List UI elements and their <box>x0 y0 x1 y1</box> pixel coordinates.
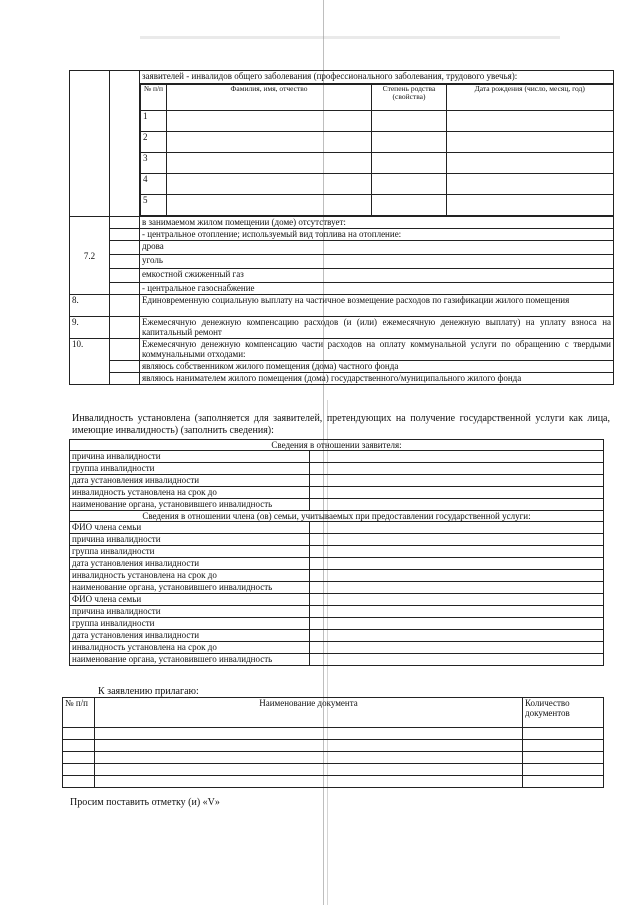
family-field-value[interactable] <box>310 558 604 570</box>
att-row-no[interactable] <box>63 752 95 764</box>
name-cell[interactable] <box>167 132 372 153</box>
section7-intro: заявителей - инвалидов общего заболевания (профессионального заболевания, трудового увечья): <box>140 71 614 84</box>
family-header: Сведения в отношении члена (ов) семьи, учитываемых при предоставлении государственной услуги: <box>70 511 604 522</box>
checkbox-cell[interactable] <box>110 339 140 361</box>
birthdate-cell[interactable] <box>447 132 614 153</box>
family-field-label: группа инвалидности <box>70 546 310 558</box>
applicant-field-value[interactable] <box>310 487 604 499</box>
section7-number-cell <box>70 71 110 217</box>
family-field-label: инвалидность установлена на срок до <box>70 570 310 582</box>
attachments-table <box>62 697 604 788</box>
item9-text: Ежемесячную денежную компенсацию расходов (и (или) ежемесячную денежную выплату) на уплату взноса на капитальный ремонт <box>140 317 614 339</box>
main-form-table <box>69 70 614 385</box>
applicant-field-label: наименование органа, установившего инвалидность <box>70 499 310 511</box>
birthdate-cell[interactable] <box>447 174 614 195</box>
applicant-field-value[interactable] <box>310 499 604 511</box>
checkbox-cell[interactable] <box>110 283 140 295</box>
applicant-field-value[interactable] <box>310 463 604 475</box>
family-field-value[interactable] <box>310 630 604 642</box>
applicant-header: Сведения в отношении заявителя: <box>70 440 604 451</box>
disability-paragraph: Инвалидность установлена (заполняется для заявителей, претендующих на получение государственной услуги как лица, имеющие инвалидность) (заполнить сведения): <box>72 413 610 436</box>
applicant-field-value[interactable] <box>310 475 604 487</box>
att-row-count[interactable] <box>523 728 604 740</box>
section72-number: 7.2 <box>70 217 110 295</box>
attachments-heading: К заявлению прилагаю: <box>98 686 199 697</box>
section72-line: в занимаемом жилом помещении (доме) отсутствует: <box>140 217 614 229</box>
applicant-field-value[interactable] <box>310 451 604 463</box>
checkbox-cell[interactable] <box>110 317 140 339</box>
family-field-label: наименование органа, установившего инвалидность <box>70 582 310 594</box>
att-row-name[interactable] <box>95 776 523 788</box>
section72-line: - центральное газоснабжение <box>140 283 614 295</box>
row-number: 4 <box>141 174 167 195</box>
checkbox-cell[interactable] <box>110 295 140 317</box>
family-field-label: причина инвалидности <box>70 534 310 546</box>
att-row-name[interactable] <box>95 752 523 764</box>
family-field-value[interactable] <box>310 606 604 618</box>
family-field-value[interactable] <box>310 618 604 630</box>
birthdate-cell[interactable] <box>447 195 614 216</box>
section72-line: емкостной сжиженный газ <box>140 269 614 283</box>
row-number: 3 <box>141 153 167 174</box>
col-header-relation: Степень родства (свойства) <box>372 85 447 111</box>
family-members-table <box>140 84 614 216</box>
row-number: 5 <box>141 195 167 216</box>
checkbox-cell[interactable] <box>110 361 140 373</box>
att-row-name[interactable] <box>95 740 523 752</box>
item10-number: 10. <box>70 339 110 385</box>
relation-cell[interactable] <box>372 153 447 174</box>
item8-text: Единовременную социальную выплату на частичное возмещение расходов по газификации жилого помещения <box>140 295 614 317</box>
relation-cell[interactable] <box>372 111 447 132</box>
row-number: 2 <box>141 132 167 153</box>
col-header-birthdate: Дата рождения (число, месяц, год) <box>447 85 614 111</box>
family-field-label: дата установления инвалидности <box>70 558 310 570</box>
checkbox-cell[interactable] <box>110 255 140 269</box>
applicant-field-label: причина инвалидности <box>70 451 310 463</box>
family-field-label: дата установления инвалидности <box>70 630 310 642</box>
checkbox-cell[interactable] <box>110 229 140 241</box>
birthdate-cell[interactable] <box>447 153 614 174</box>
family-field-value[interactable] <box>310 642 604 654</box>
applicant-field-label: инвалидность установлена на срок до <box>70 487 310 499</box>
item8-number: 8. <box>70 295 110 317</box>
relation-cell[interactable] <box>372 174 447 195</box>
family-field-value[interactable] <box>310 534 604 546</box>
section72-line: дрова <box>140 241 614 255</box>
family-field-value[interactable] <box>310 546 604 558</box>
row-number: 1 <box>141 111 167 132</box>
att-col-header-name: Наименование документа <box>95 698 523 728</box>
family-field-label: ФИО члена семьи <box>70 522 310 534</box>
relation-cell[interactable] <box>372 132 447 153</box>
att-row-no[interactable] <box>63 776 95 788</box>
name-cell[interactable] <box>167 195 372 216</box>
checkbox-cell[interactable] <box>110 241 140 255</box>
item9-number: 9. <box>70 317 110 339</box>
att-row-count[interactable] <box>523 740 604 752</box>
footer-note: Просим поставить отметку (и) «V» <box>70 797 220 808</box>
family-field-value[interactable] <box>310 582 604 594</box>
att-col-header-no: № п/п <box>63 698 95 728</box>
item10-sub: являюсь нанимателем жилого помещения (дома) государственного/муниципального жилого фонда <box>140 373 614 385</box>
att-row-count[interactable] <box>523 752 604 764</box>
family-field-value[interactable] <box>310 594 604 606</box>
col-header-name: Фамилия, имя, отчество <box>167 85 372 111</box>
checkbox-cell[interactable] <box>110 269 140 283</box>
family-field-value[interactable] <box>310 654 604 666</box>
att-row-no[interactable] <box>63 764 95 776</box>
family-field-label: причина инвалидности <box>70 606 310 618</box>
family-field-value[interactable] <box>310 570 604 582</box>
att-row-no[interactable] <box>63 728 95 740</box>
family-field-label: группа инвалидности <box>70 618 310 630</box>
birthdate-cell[interactable] <box>447 111 614 132</box>
disability-table <box>69 439 604 666</box>
col-header-no: № п/п <box>141 85 167 111</box>
applicant-field-label: группа инвалидности <box>70 463 310 475</box>
applicant-field-label: дата установления инвалидности <box>70 475 310 487</box>
family-field-label: инвалидность установлена на срок до <box>70 642 310 654</box>
att-row-no[interactable] <box>63 740 95 752</box>
item10-sub: являюсь собственником жилого помещения (дома) частного фонда <box>140 361 614 373</box>
name-cell[interactable] <box>167 111 372 132</box>
item10-text: Ежемесячную денежную компенсацию части расходов на оплату коммунальной услуги по обращению с твердыми коммунальными отходами: <box>140 339 614 361</box>
checkbox-cell[interactable] <box>110 217 140 229</box>
relation-cell[interactable] <box>372 195 447 216</box>
section72-line: уголь <box>140 255 614 269</box>
att-row-count[interactable] <box>523 764 604 776</box>
name-cell[interactable] <box>167 174 372 195</box>
section72-line: - центральное отопление; используемый вид топлива на отопление: <box>140 229 614 241</box>
checkbox-cell[interactable] <box>110 373 140 385</box>
family-field-label: ФИО члена семьи <box>70 594 310 606</box>
name-cell[interactable] <box>167 153 372 174</box>
att-row-name[interactable] <box>95 764 523 776</box>
att-row-count[interactable] <box>523 776 604 788</box>
family-field-label: наименование органа, установившего инвалидность <box>70 654 310 666</box>
att-row-name[interactable] <box>95 728 523 740</box>
scan-smudge <box>140 36 560 39</box>
att-col-header-count: Количество документов <box>523 698 604 728</box>
family-field-value[interactable] <box>310 522 604 534</box>
